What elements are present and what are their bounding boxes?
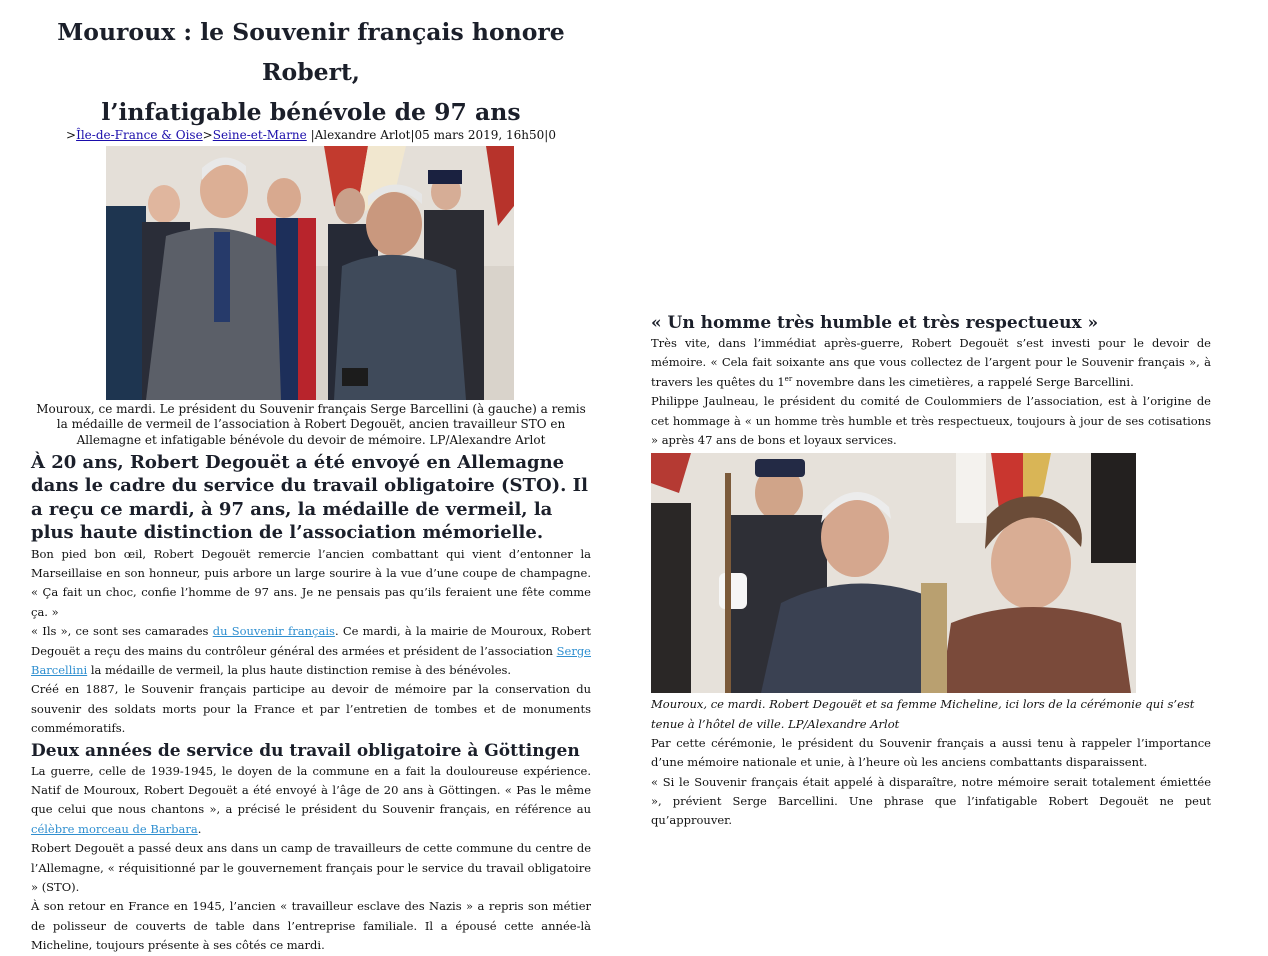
- photo1-caption: Mouroux, ce mardi. Le président du Souvenir français Serge Barcellini (à gauche) a remis la médaille de vermeil de l’association à Robert Degouët, ancien travailleur STO en Allemagne et infatigable bénévole du devoir de mémoire. LP/Alexandre Arlot: [36, 402, 586, 447]
- paragraph-5: Robert Degouët a passé deux ans dans un camp de travailleurs de cette commune du centre de l’Allemagne, « réquisitionné par le gouvernement français pour le service du travail obligatoire » (STO).: [31, 841, 591, 895]
- right-column: [651, 312, 1211, 831]
- breadcrumb-prefix: >: [66, 128, 77, 142]
- paragraph-7: [651, 334, 1211, 392]
- breadcrumb-link-department[interactable]: Seine-et-Marne: [212, 128, 307, 142]
- paragraph-7-superscript: er: [784, 374, 793, 383]
- article-meta: [31, 128, 591, 142]
- ceremony-photo: [106, 146, 514, 400]
- paragraph-8: Philippe Jaulneau, le président du comité de Coulommiers de l’association, est à l’origine de cet hommage à « un homme très humble et très respectueux, toujours à jour de ses cotisations » après 47 ans de bons et loyaux services.: [651, 394, 1211, 448]
- subheading-humble: « Un homme très humble et très respectueux »: [651, 313, 1099, 333]
- paragraph-4: [31, 762, 591, 840]
- link-barbara-song[interactable]: célèbre morceau de Barbara: [31, 821, 198, 836]
- paragraph-4-text-b: .: [197, 821, 202, 836]
- paragraph-3: Créé en 1887, le Souvenir français participe au devoir de mémoire par la conservation du souvenir des soldats morts pour la France et par l’entretien de tombes et de monuments commémoratifs.: [31, 682, 591, 736]
- article-title: [31, 12, 591, 132]
- paragraph-9: Par cette cérémonie, le président du Souvenir français a aussi tenu à rappeler l’importance d’une mémoire nationale et unie, à l’heure où les anciens combattants disparaissent.: [651, 735, 1211, 770]
- paragraph-2-text-c: la médaille de vermeil, la plus haute distinction remise à des bénévoles.: [87, 662, 512, 677]
- paragraph-7-text-a: Très vite, dans l’immédiat après-guerre, Robert Degouët s’est investi pour le devoir de mémoire. « Cela fait soixante ans que vous collectez de l’argent pour le Souvenir français », à travers les quêtes du 1: [651, 336, 1211, 389]
- article-title-line2: l’infatigable bénévole de 97 ans: [101, 98, 521, 126]
- paragraph-2-text-b: . Ce mardi, à la mairie de Mouroux, Robert Degouët a reçu des mains du contrôleur général des armées et président de l’association: [31, 624, 591, 658]
- left-column: [31, 12, 591, 956]
- paragraph-2-text-a: « Ils », ce sont ses camarades: [31, 624, 213, 639]
- link-serge-barcellini[interactable]: Serge Barcellini: [31, 643, 591, 677]
- paragraph-10: « Si le Souvenir français était appelé à disparaître, notre mémoire serait totalement émiettée », prévient Serge Barcellini. Une phrase que l’infatigable Robert Degouët ne peut qu’approuver.: [651, 774, 1211, 828]
- paragraph-1: Bon pied bon œil, Robert Degouët remercie l’ancien combattant qui vient d’entonner la Marseillaise en son honneur, puis arbore un large sourire à la vue d’une coupe de champagne. « Ça fait un choc, confie l’homme de 97 ans. Je ne pensais pas qu’ils feraient une fête comme ça. »: [31, 546, 591, 619]
- couple-photo: [651, 453, 1136, 693]
- byline-date: |Alexandre Arlot|05 mars 2019, 16h50|0: [306, 128, 556, 142]
- link-souvenir-francais[interactable]: du Souvenir français: [212, 624, 335, 639]
- ceremony-photo-illustration: [106, 146, 514, 400]
- paragraph-2: [31, 622, 591, 680]
- paragraph-7-text-b: novembre dans les cimetières, a rappelé Serge Barcellini.: [792, 374, 1134, 389]
- couple-photo-illustration: [651, 453, 1136, 693]
- photo2-caption: Mouroux, ce mardi. Robert Degouët et sa femme Micheline, ici lors de la cérémonie qui s’est tenue à l’hôtel de ville. LP/Alexandre Arlot: [651, 697, 1195, 731]
- breadcrumb-separator: >: [202, 128, 213, 142]
- article-lead: À 20 ans, Robert Degouët a été envoyé en Allemagne dans le cadre du service du travail obligatoire (STO). Il a reçu ce mardi, à 97 ans, la médaille de vermeil, la plus haute distinction de l’association mémorielle.: [31, 451, 588, 544]
- subheading-gottingen: Deux années de service du travail obligatoire à Göttingen: [31, 740, 580, 761]
- paragraph-4-text-a: La guerre, celle de 1939-1945, le doyen de la commune en a fait la douloureuse expérience. Natif de Mouroux, Robert Degouët a été envoyé à l’âge de 20 ans à Göttingen. « Pas le même que celui que nous chantons », a précisé le président du Souvenir français, en référence au: [31, 763, 591, 817]
- breadcrumb-link-region[interactable]: Île-de-France & Oise: [76, 128, 203, 142]
- paragraph-6: À son retour en France en 1945, l’ancien « travailleur esclave des Nazis » a repris son métier de polisseur de couverts de table dans l’entreprise familiale. Il a épousé cette année-là Micheline, toujours présente à ses côtés ce mardi.: [31, 899, 591, 953]
- article-title-line1: Mouroux : le Souvenir français honore Robert,: [57, 18, 565, 86]
